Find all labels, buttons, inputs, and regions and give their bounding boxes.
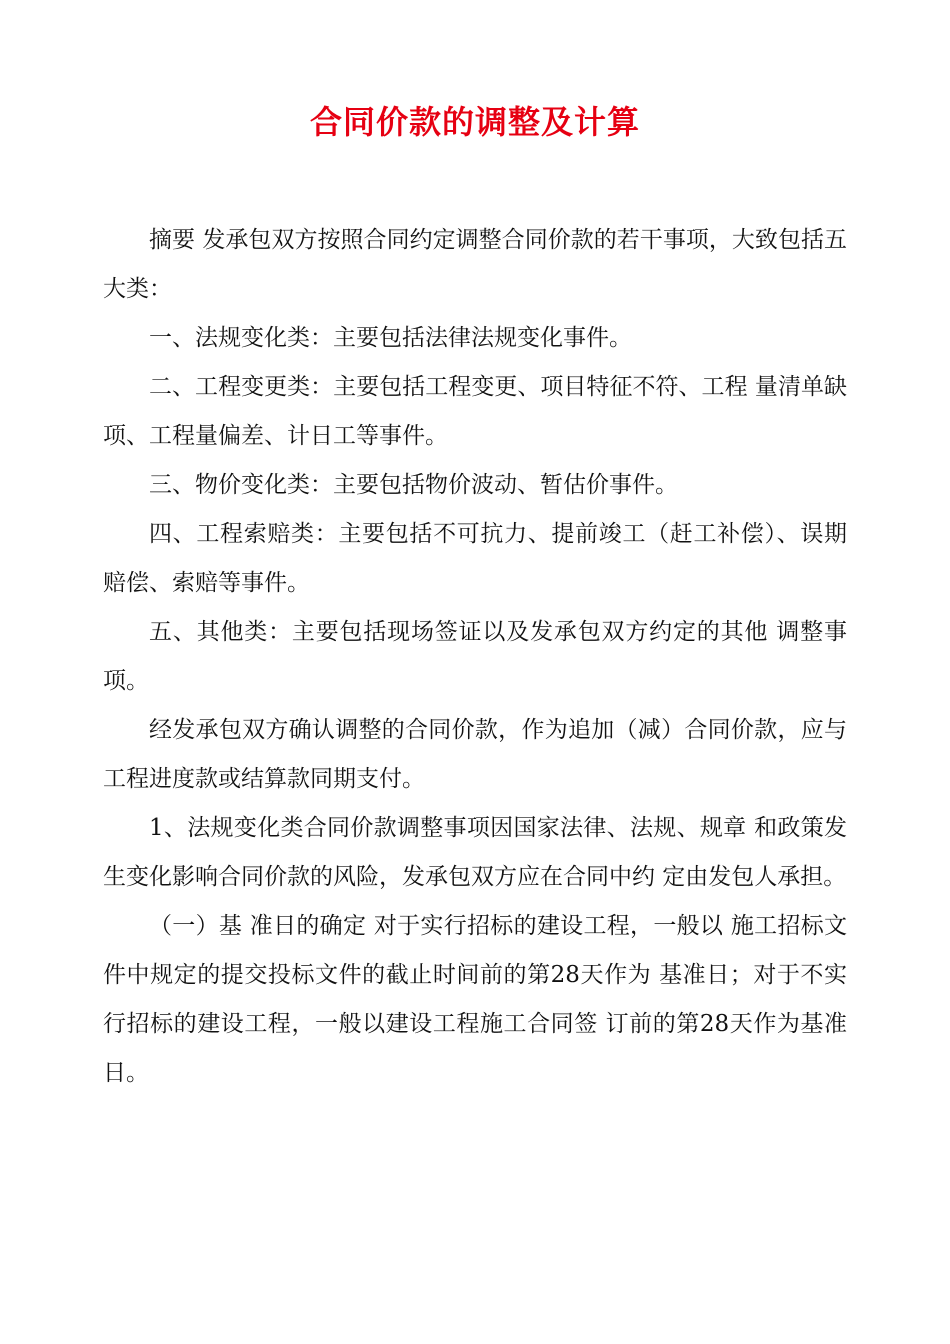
document-title: 合同价款的调整及计算 [309, 103, 640, 141]
paragraph-category-1: 一、法规变化类：主要包括法律法规变化事件。 [149, 325, 632, 351]
paragraph-category-4: 四、工程索赔类：主要包括不可抗力、提前竣工（赶工补偿）、误期赔偿、索赔等事件。 [103, 521, 847, 596]
paragraph-payment: 经发承包双方确认调整的合同价款，作为追加（减）合同价款，应与工程进度款或结算款同期支付。 [103, 717, 847, 792]
paragraph-category-5: 五、其他类：主要包括现场签证以及发承包双方约定的其他 调整事项。 [103, 619, 847, 694]
paragraph-category-3: 三、物价变化类：主要包括物价波动、暂估价事件。 [149, 472, 678, 498]
paragraph-abstract: 摘要 发承包双方按照合同约定调整合同价款的若干事项，大致包括五大类： [103, 227, 847, 302]
paragraph-subsection-1: （一）基 准日的确定 对于实行招标的建设工程，一般以 施工招标文件中规定的提交投标文件的截止时间前的第28天作为 基准日；对于不实行招标的建设工程，一般以建设工程施工合同签 订前的第28天作为基准日。 [103, 913, 847, 1086]
document-body [103, 216, 847, 1098]
paragraph-category-2: 二、工程变更类：主要包括工程变更、项目特征不符、工程 量清单缺项、工程量偏差、计日工等事件。 [103, 374, 847, 449]
paragraph-section-1: 1、法规变化类合同价款调整事项因国家法律、法规、规章 和政策发生变化影响合同价款的风险，发承包双方应在合同中约 定由发包人承担。 [103, 815, 847, 890]
